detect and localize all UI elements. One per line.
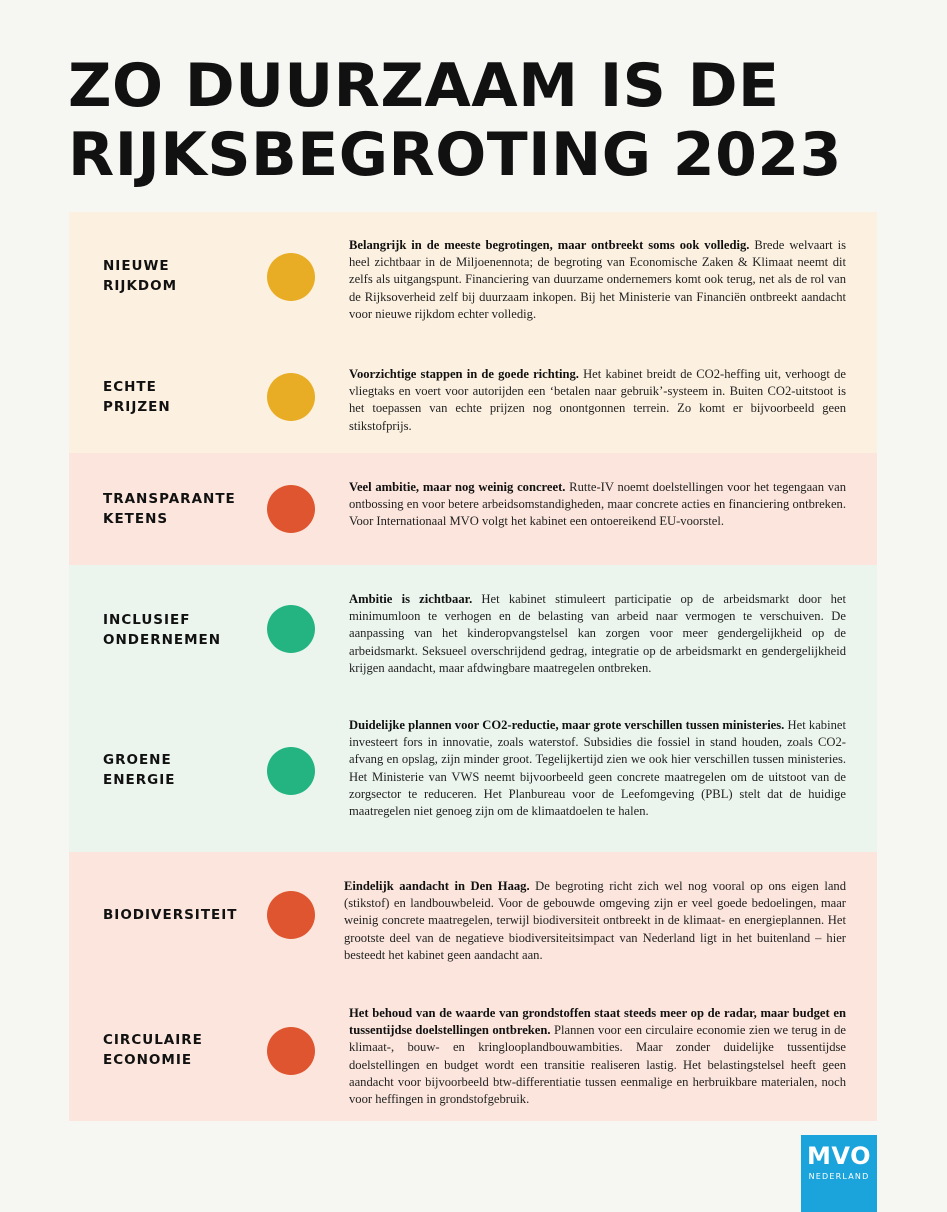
row-summary: Eindelijk aandacht in Den Haag. bbox=[344, 879, 530, 893]
row-detail: Het kabinet investeert fors in innovatie, zoals waterstof. Subsidies die fossiel in stand houden, zoals CO2-afvang en opslag, zijn minder groot. Tegelijkertijd zien we ook hier verschillen tussen ministeries. Het Ministerie van VWS neemt bijvoorbeeld geen concrete maatregelen om de uitstoot van de zorgsector te reduceren. Het Planbureau voor de Leefomgeving (PBL) stelt dat de huidige maatregelen niet genoeg zijn om de klimaatdoelen te halen. bbox=[349, 718, 846, 819]
title-line-1: ZO DUURZAAM IS DE bbox=[68, 51, 780, 121]
row-label bbox=[103, 489, 236, 529]
row-label bbox=[103, 256, 177, 296]
row-label-line-1: TRANSPARANTE bbox=[103, 491, 236, 507]
row-description bbox=[344, 878, 846, 964]
row-label bbox=[103, 750, 175, 790]
row-summary: Het behoud van de waarde van grondstoffen staat steeds meer op de radar, maar budget en tussentijdse doelstellingen ontbreken. bbox=[349, 1006, 846, 1038]
row-label-line-2: RIJKDOM bbox=[103, 278, 178, 294]
row-label-line-1: GROENE bbox=[103, 752, 172, 768]
status-indicator-red bbox=[267, 1027, 315, 1075]
row-label-line-1: ECHTE bbox=[103, 379, 157, 395]
row-description bbox=[349, 366, 846, 435]
row-detail: Het kabinet breidt de CO2-heffing uit, verhoogt de vliegtaks en voert voor autorijden een ‘betalen naar gebruik’-systeem in. Buiten CO2-uitstoot is het toepassen van echte prijzen nog onontgonnen terrein. Zo komt er bijvoorbeeld geen stikstofprijs. bbox=[349, 367, 846, 433]
row-detail: Het kabinet stimuleert participatie op de arbeidsmarkt door het minimumloon te verhogen en de belasting van arbeid naar vermogen te verschuiven. De aanpassing van het kinderopvangstelsel kan zorgen voor meer gendergelijkheid op de arbeidsmarkt. Seksueel overschrijdend gedrag, integratie op de arbeidsmarkt en gendergelijkheid krijgen aandacht, maar afdwingbare maatregelen ontbreken. bbox=[349, 592, 846, 675]
row-description bbox=[349, 1005, 846, 1108]
row-label-line-2: KETENS bbox=[103, 511, 169, 527]
status-indicator-yellow bbox=[267, 253, 315, 301]
row-summary: Voorzichtige stappen in de goede richting. bbox=[349, 367, 579, 381]
row-description bbox=[349, 591, 846, 677]
row-circulaire-economie bbox=[69, 977, 877, 1121]
row-label bbox=[103, 610, 221, 650]
row-detail: Plannen voor een circulaire economie zien we terug in de klimaat-, bouw- en kringlooplandbouwambities. Maar zonder duidelijke tussentijdse doelstellingen en budget wordt een transitie realiseren lastig. Het belastingstelsel heeft geen aandacht voor bijvoorbeeld btw-differentiatie tussen eenmalige en herbruikbare materialen, noch voor heffingen in grondstofgebruik. bbox=[349, 1023, 846, 1107]
logo-line-1: MVO bbox=[807, 1142, 871, 1170]
status-indicator-red bbox=[267, 485, 315, 533]
page-title bbox=[68, 52, 928, 190]
title-line-2: RIJKSBEGROTING 2023 bbox=[68, 120, 842, 190]
status-indicator-green bbox=[267, 605, 315, 653]
row-label-line-1: NIEUWE bbox=[103, 258, 170, 274]
row-summary: Veel ambitie, maar nog weinig concreet. bbox=[349, 480, 566, 494]
row-label-line-1: INCLUSIEF bbox=[103, 612, 191, 628]
row-label bbox=[103, 377, 171, 417]
row-label-line-2: PRIJZEN bbox=[103, 399, 171, 415]
row-label-line-1: CIRCULAIRE bbox=[103, 1032, 203, 1048]
row-detail: De begroting richt zich wel nog vooral op ons eigen land (stikstof) en landbouwbeleid. Voor de gebouwde omgeving zijn er veel goede bedoelingen, maar weinig concrete maatregelen, terwijl biodiversiteit ontbreekt in de klimaat- en energieplannen. Het grootste deel van de negatieve biodiversiteitsimpact van Nederland ligt in het buitenland – hier besteedt het kabinet geen aandacht aan. bbox=[344, 879, 846, 962]
row-description bbox=[349, 237, 846, 323]
row-label bbox=[103, 905, 238, 925]
mvo-nederland-logo bbox=[801, 1135, 877, 1212]
row-label-line-2: ENERGIE bbox=[103, 772, 176, 788]
row-label-line-2: ONDERNEMEN bbox=[103, 632, 222, 648]
status-indicator-green bbox=[267, 747, 315, 795]
row-summary: Belangrijk in de meeste begrotingen, maar ontbreekt soms ook volledig. bbox=[349, 238, 750, 252]
row-label-line-1: BIODIVERSITEIT bbox=[103, 907, 238, 923]
row-detail: Brede welvaart is heel zichtbaar in de Miljoenennota; de begroting van Economische Zaken & Klimaat neemt dit zelfs als uitgangspunt. Financiering van duurzame ondernemers komt ook terug, net als de rol van de Rijksoverheid zelf bij duurzaam inkopen. Bij het Ministerie van Financiën ontbreekt aandacht voor nieuwe rijkdom echter volledig. bbox=[349, 238, 846, 321]
logo-line-2: NEDERLAND bbox=[808, 1172, 870, 1181]
row-nieuwe-rijkdom bbox=[69, 212, 877, 333]
row-transparante-ketens bbox=[69, 453, 877, 565]
row-label bbox=[103, 1030, 203, 1070]
row-label-line-2: ECONOMIE bbox=[103, 1052, 193, 1068]
row-echte-prijzen bbox=[69, 333, 877, 453]
row-detail: Rutte-IV noemt doelstellingen voor het tegengaan van ontbossing en voor betere arbeidsomstandigheden, maar concrete acties en financiering ontbreken. Voor Internationaal MVO volgt het kabinet een ontoereikend EU-voorstel. bbox=[349, 480, 846, 529]
row-biodiversiteit bbox=[69, 852, 877, 977]
row-inclusief-ondernemen bbox=[69, 565, 877, 707]
row-description bbox=[349, 479, 846, 531]
row-description bbox=[349, 717, 846, 820]
row-summary: Duidelijke plannen voor CO2-reductie, maar grote verschillen tussen ministeries. bbox=[349, 718, 785, 732]
row-summary: Ambitie is zichtbaar. bbox=[349, 592, 473, 606]
row-groene-energie bbox=[69, 707, 877, 852]
status-indicator-yellow bbox=[267, 373, 315, 421]
status-indicator-red bbox=[267, 891, 315, 939]
